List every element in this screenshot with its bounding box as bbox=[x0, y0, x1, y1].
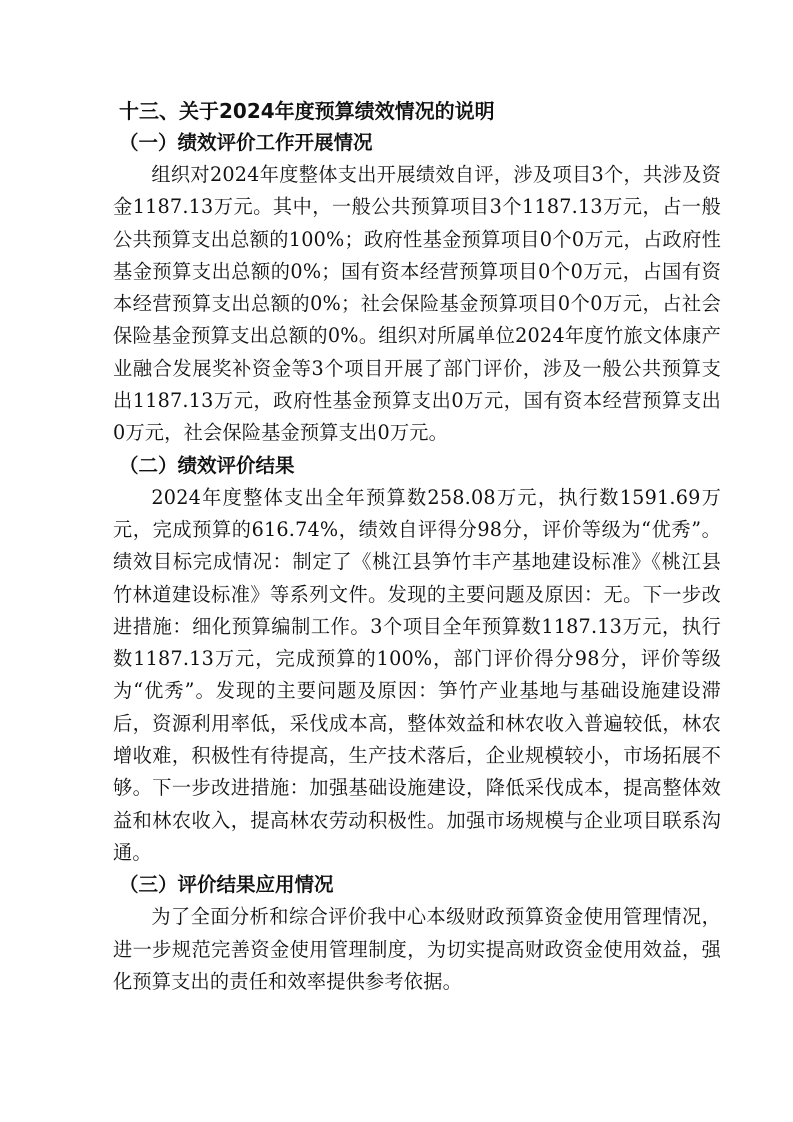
subsection-heading-1: （一）绩效评价工作开展情况 bbox=[119, 131, 373, 154]
subsection-heading-2: （二）绩效评价结果 bbox=[119, 453, 295, 477]
paragraph-performance-evaluation-work: 组织对2024年度整体支出开展绩效自评，涉及项目3个，共涉及资金1187.13万元。其中，一般公共预算项目3个1187.13万元，占一般公共预算支出总额的100%；政府性基金预算项目0个0万元，占政府性基金预算支出总额的0%；国有资本经营预算项目0个0万元，占国有资本经营预算支出总额的0%；社会保险基金预算项目0个0万元，占社会保险基金预算支出总额的0%。组织对所属单位2024年度竹旅文体康产业融合发展奖补资金等3个项目开展了部门评价，涉及一般公共预算支出1187.13万元，政府性基金预算支出0万元，国有资本经营预算支出0万元，社会保险基金预算支出0万元。 bbox=[113, 163, 721, 445]
subsection-heading-3: （三）评价结果应用情况 bbox=[119, 873, 334, 897]
paragraph-results-application: 为了全面分析和综合评价我中心本级财政预算资金使用管理情况，进一步规范完善资金使用管理制度，为切实提高财政资金使用效益，强化预算支出的责任和效率提供参考依据。 bbox=[113, 905, 721, 993]
document-content bbox=[113, 95, 721, 998]
paragraph-evaluation-results: 2024年度整体支出全年预算数258.08万元，执行数1591.69万元，完成预算的616.74%，绩效自评得分98分，评价等级为“优秀”。绩效目标完成情况：制定了《桃江县笋竹丰产基地建设标准》《桃江县竹林道建设标准》等系列文件。发现的主要问题及原因：无。下一步改进措施：细化预算编制工作。3个项目全年预算数1187.13万元，执行数1187.13万元，完成预算的100%，部门评价得分98分，评价等级为“优秀”。发现的主要问题及原因：笋竹产业基地与基础设施建设滞后，资源利用率低，采伐成本高，整体效益和林农收入普遍较低，林农增收难，积极性有待提高，生产技术落后，企业规模较小，市场拓展不够。下一步改进措施：加强基础设施建设，降低采伐成本，提高整体效益和林农收入，提高林农劳动积极性。加强市场规模与企业项目联系沟通。 bbox=[113, 485, 721, 864]
section-title: 十三、关于2024年度预算绩效情况的说明 bbox=[119, 99, 495, 123]
